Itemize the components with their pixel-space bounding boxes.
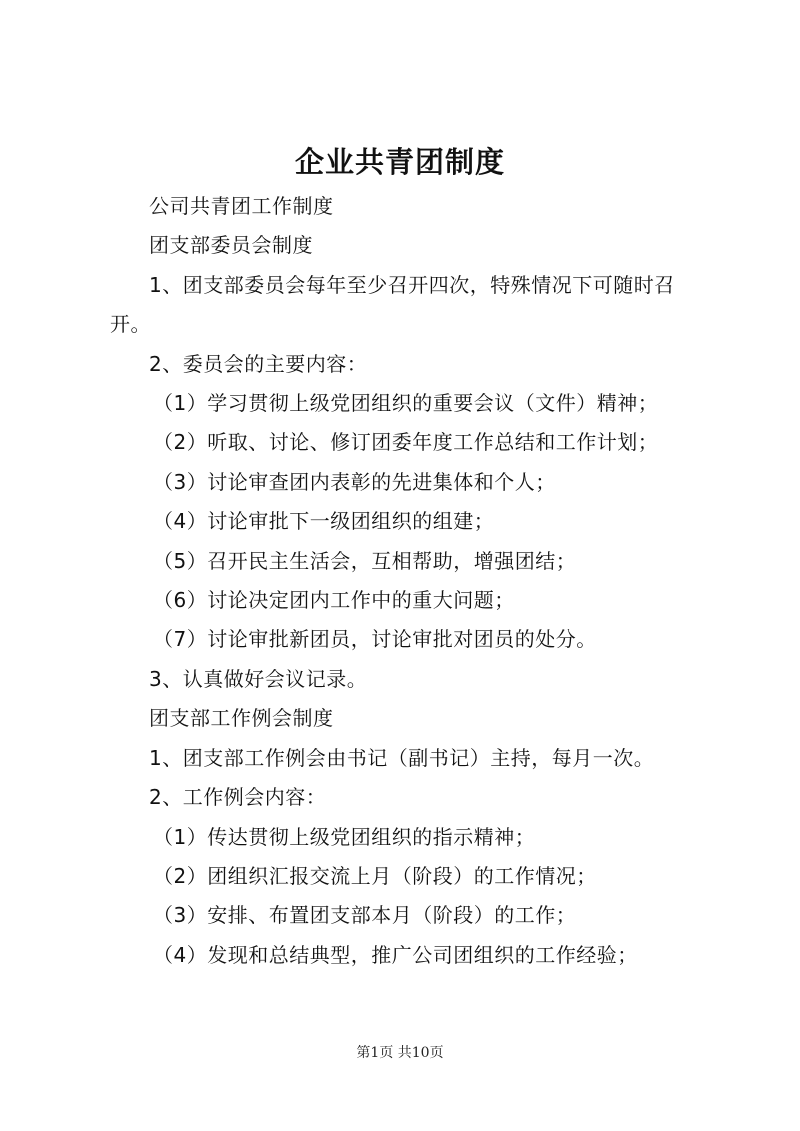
paragraph: 1、团支部委员会每年至少召开四次，特殊情况下可随时召开。	[110, 272, 675, 337]
list-item: （6）讨论决定团内工作中的重大问题；	[153, 588, 515, 613]
list-item: （1）传达贯彻上级党团组织的指示精神；	[153, 824, 536, 849]
list-item: （1）学习贯彻上级党团组织的重要会议（文件）精神；	[153, 391, 659, 416]
paragraph: 3、认真做好会议记录。	[149, 666, 368, 691]
page-indicator: 第1页 共10页	[356, 1045, 444, 1061]
paragraph-section-heading: 公司共青团工作制度	[149, 194, 334, 218]
list-item: （3）安排、布置团支部本月（阶段）的工作；	[153, 903, 577, 928]
paragraph-subsection-heading: 团支部委员会制度	[149, 233, 313, 258]
document-body	[110, 187, 710, 975]
list-item: （2）听取、讨论、修订团委年度工作总结和工作计划；	[153, 430, 659, 455]
list-item: （4）讨论审批下一级团组织的组建；	[153, 509, 495, 534]
list-item: （2）团组织汇报交流上月（阶段）的工作情况；	[153, 863, 597, 888]
paragraph-subsection-heading: 团支部工作例会制度	[149, 706, 334, 731]
paragraph: 2、委员会的主要内容：	[149, 351, 368, 376]
paragraph: 1、团支部工作例会由书记（副书记）主持，每月一次。	[149, 745, 655, 770]
list-item: （3）讨论审查团内表彰的先进集体和个人；	[153, 469, 556, 494]
list-item: （7）讨论审批新团员，讨论审批对团员的处分。	[153, 627, 597, 652]
paragraph: 2、工作例会内容：	[149, 785, 327, 810]
list-item: （5）召开民主生活会，互相帮助，增强团结；	[153, 548, 577, 573]
document-title: 企业共青团制度	[294, 145, 505, 179]
list-item: （4）发现和总结典型，推广公司团组织的工作经验；	[153, 942, 638, 967]
